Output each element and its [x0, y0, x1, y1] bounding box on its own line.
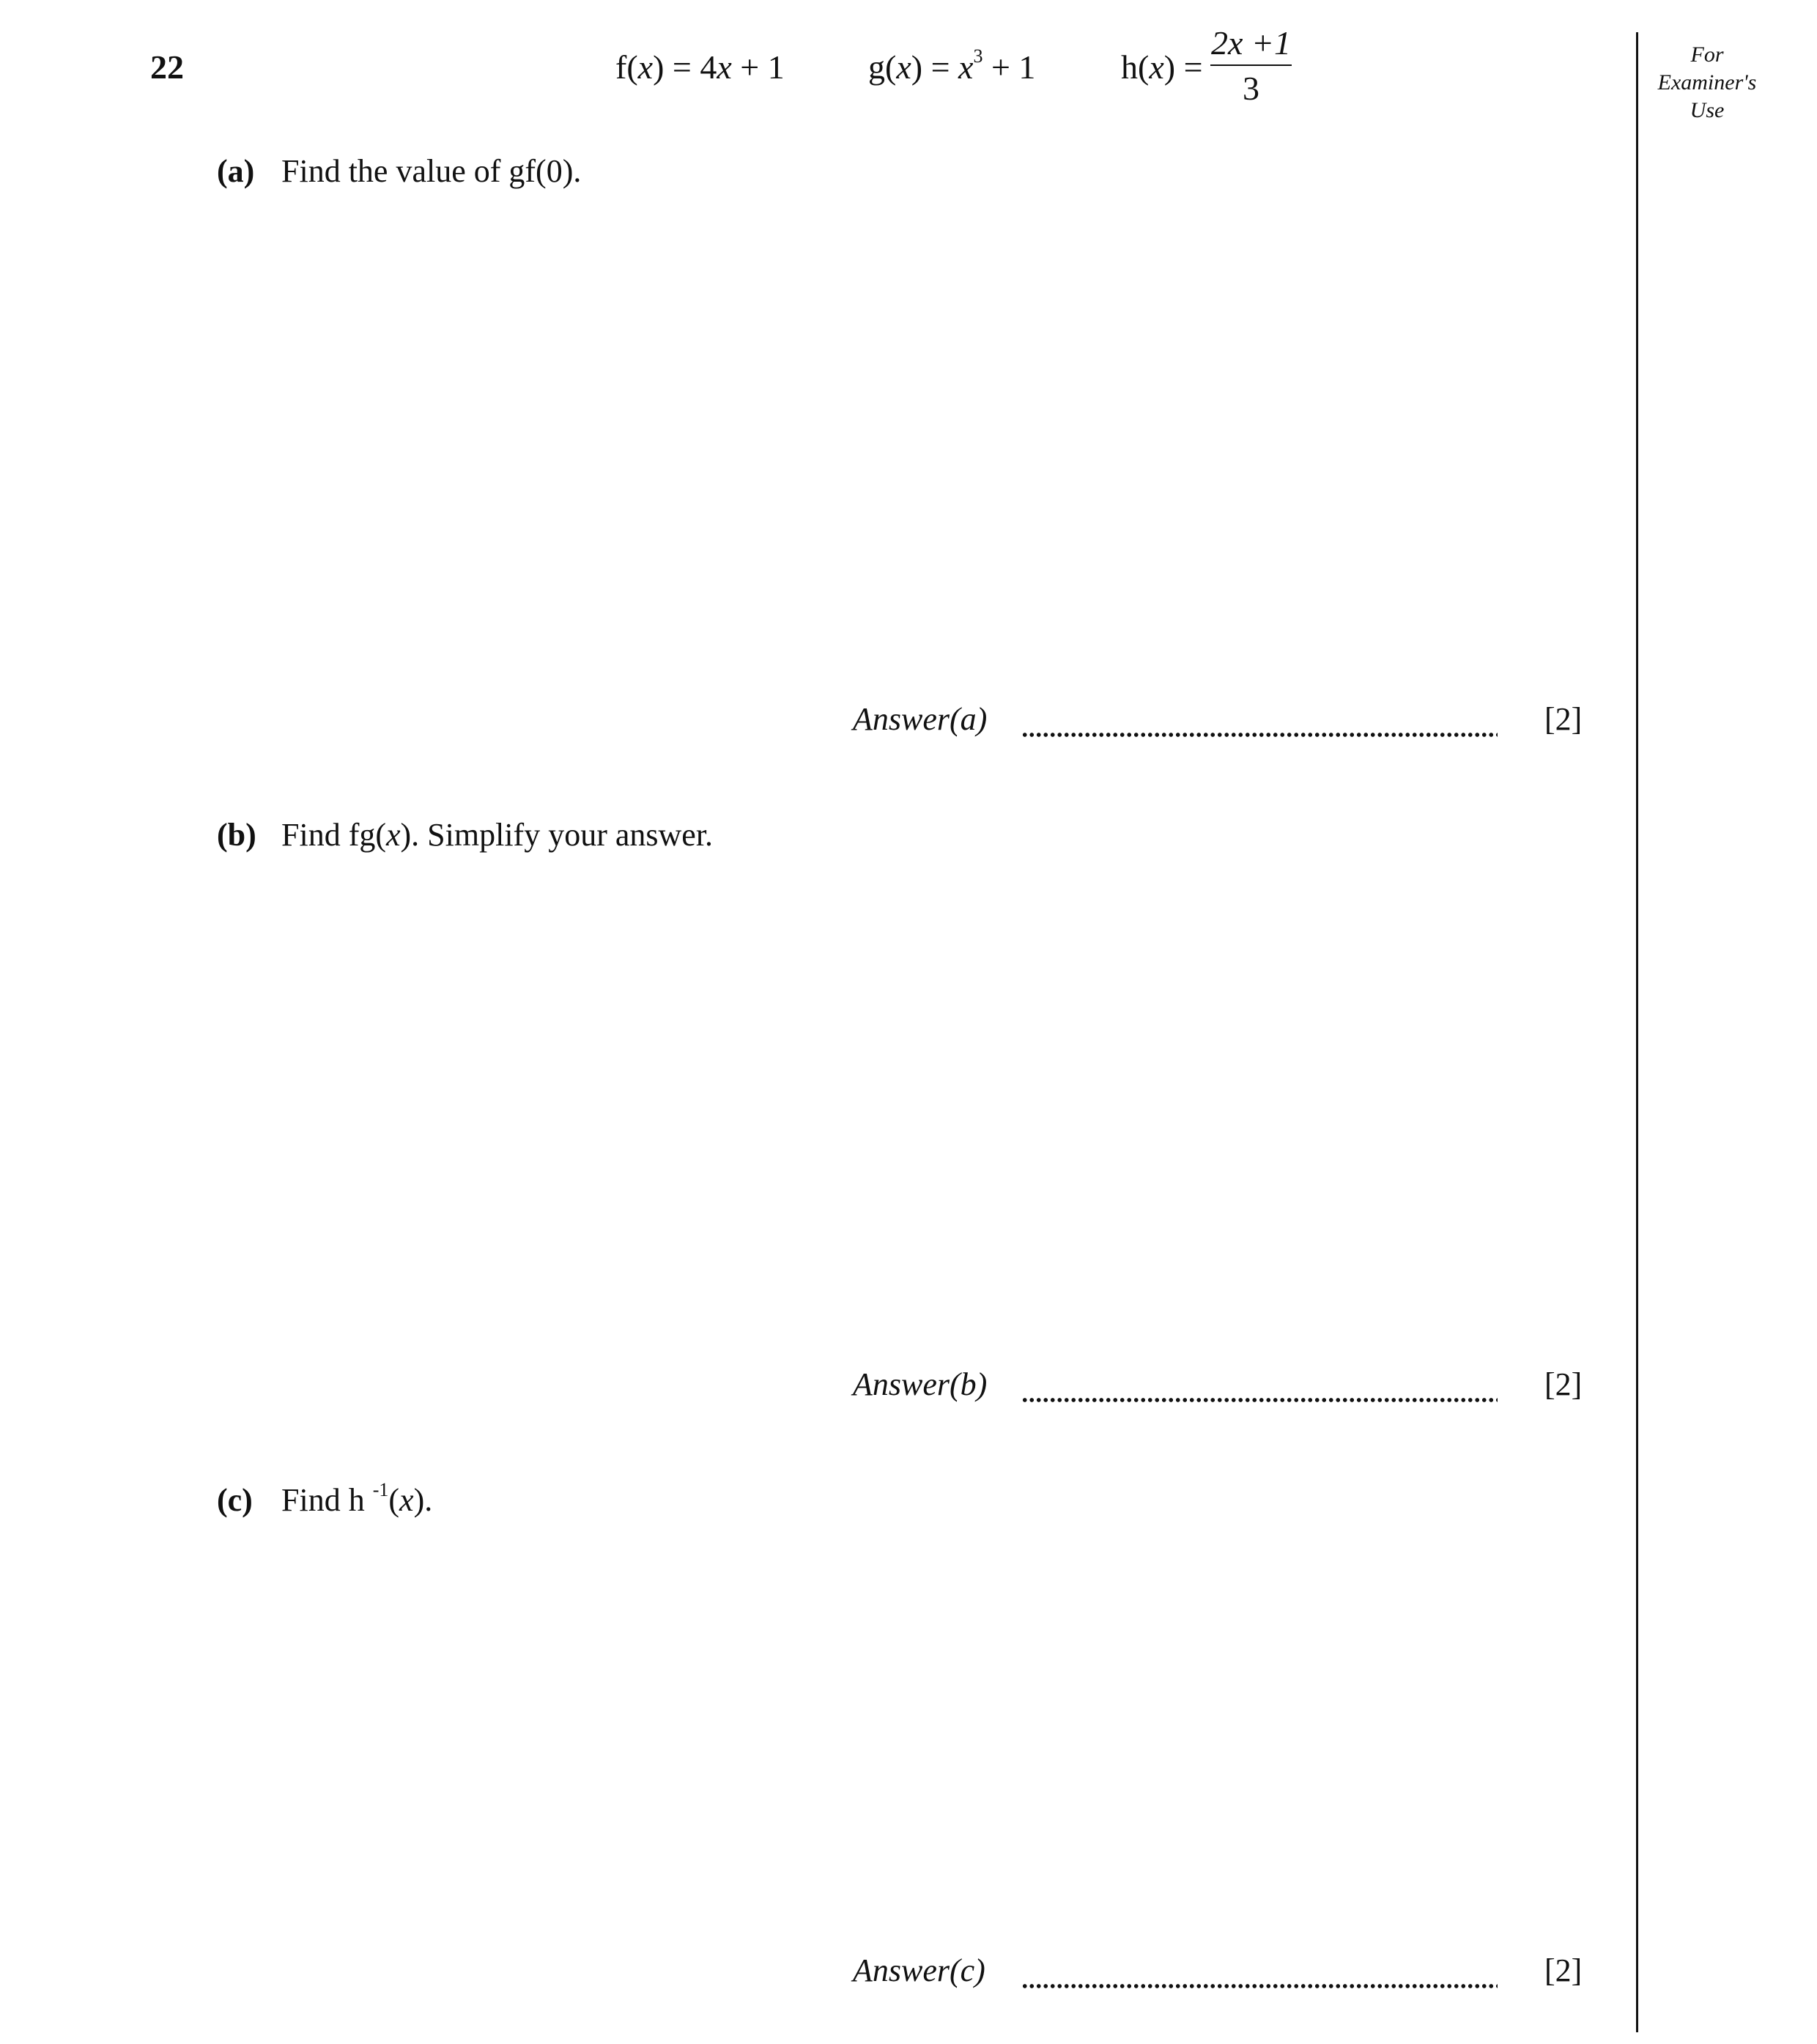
g-rhs-var: x — [958, 48, 974, 86]
part-c-paren: ( — [388, 1482, 400, 1518]
f-var: x — [637, 48, 654, 86]
g-mid: ) = — [911, 48, 959, 86]
g-rhs-end: + 1 — [982, 48, 1036, 86]
h-denominator: 3 — [1243, 70, 1259, 107]
part-b-text-start: Find fg( — [281, 817, 386, 853]
h-fraction — [1209, 22, 1293, 111]
answer-b-label: Answer(b) — [853, 1366, 988, 1402]
answer-c-label: Answer(c) — [853, 1952, 985, 1988]
f-rhs-end: + 1 — [731, 48, 785, 86]
f-lhs: f( — [615, 48, 638, 86]
question-number: 22 — [150, 48, 184, 86]
part-a-label: (a) — [217, 153, 255, 189]
part-b-marks: [2] — [1544, 1366, 1583, 1402]
g-lhs: g( — [868, 48, 897, 86]
examiner-line-3: Use — [1690, 98, 1725, 122]
answer-c-line[interactable] — [1021, 1982, 1498, 1990]
examiner-use-label — [1648, 41, 1766, 125]
part-c-text-start: Find h — [281, 1482, 373, 1518]
answer-a-line[interactable] — [1021, 731, 1498, 738]
part-c-label: (c) — [217, 1482, 253, 1518]
part-c-text-end: ). — [413, 1482, 433, 1518]
h-var: x — [1149, 48, 1164, 86]
part-a-marks: [2] — [1544, 701, 1583, 737]
part-c-var: x — [399, 1482, 414, 1518]
examiner-line-2: Examiner's — [1657, 70, 1757, 95]
g-var: x — [896, 48, 911, 86]
part-b-label: (b) — [217, 817, 256, 853]
g-exponent: 3 — [973, 45, 983, 67]
g-definition — [868, 45, 1035, 89]
h-mid: ) = — [1163, 48, 1203, 86]
f-rhs-var: x — [717, 48, 732, 86]
h-lhs: h( — [1121, 48, 1150, 86]
answer-a-label: Answer(a) — [853, 701, 988, 737]
f-rhs-start: ) = 4 — [653, 48, 717, 86]
h-numerator: 2x +1 — [1211, 24, 1291, 62]
examiner-margin-rule — [1636, 32, 1638, 2032]
part-c-inverse-sup: -1 — [372, 1479, 389, 1500]
part-b-question — [281, 815, 713, 856]
part-a-question: Find the value of gf(0). — [281, 153, 582, 189]
part-c-marks: [2] — [1544, 1952, 1583, 1988]
part-b-var: x — [386, 817, 401, 853]
part-b-text-end: ). Simplify your answer. — [400, 817, 714, 853]
examiner-line-1: For — [1690, 42, 1724, 67]
answer-b-line[interactable] — [1021, 1396, 1498, 1404]
f-definition — [615, 45, 785, 89]
part-c-question — [281, 1480, 432, 1521]
h-definition — [1121, 45, 1203, 89]
